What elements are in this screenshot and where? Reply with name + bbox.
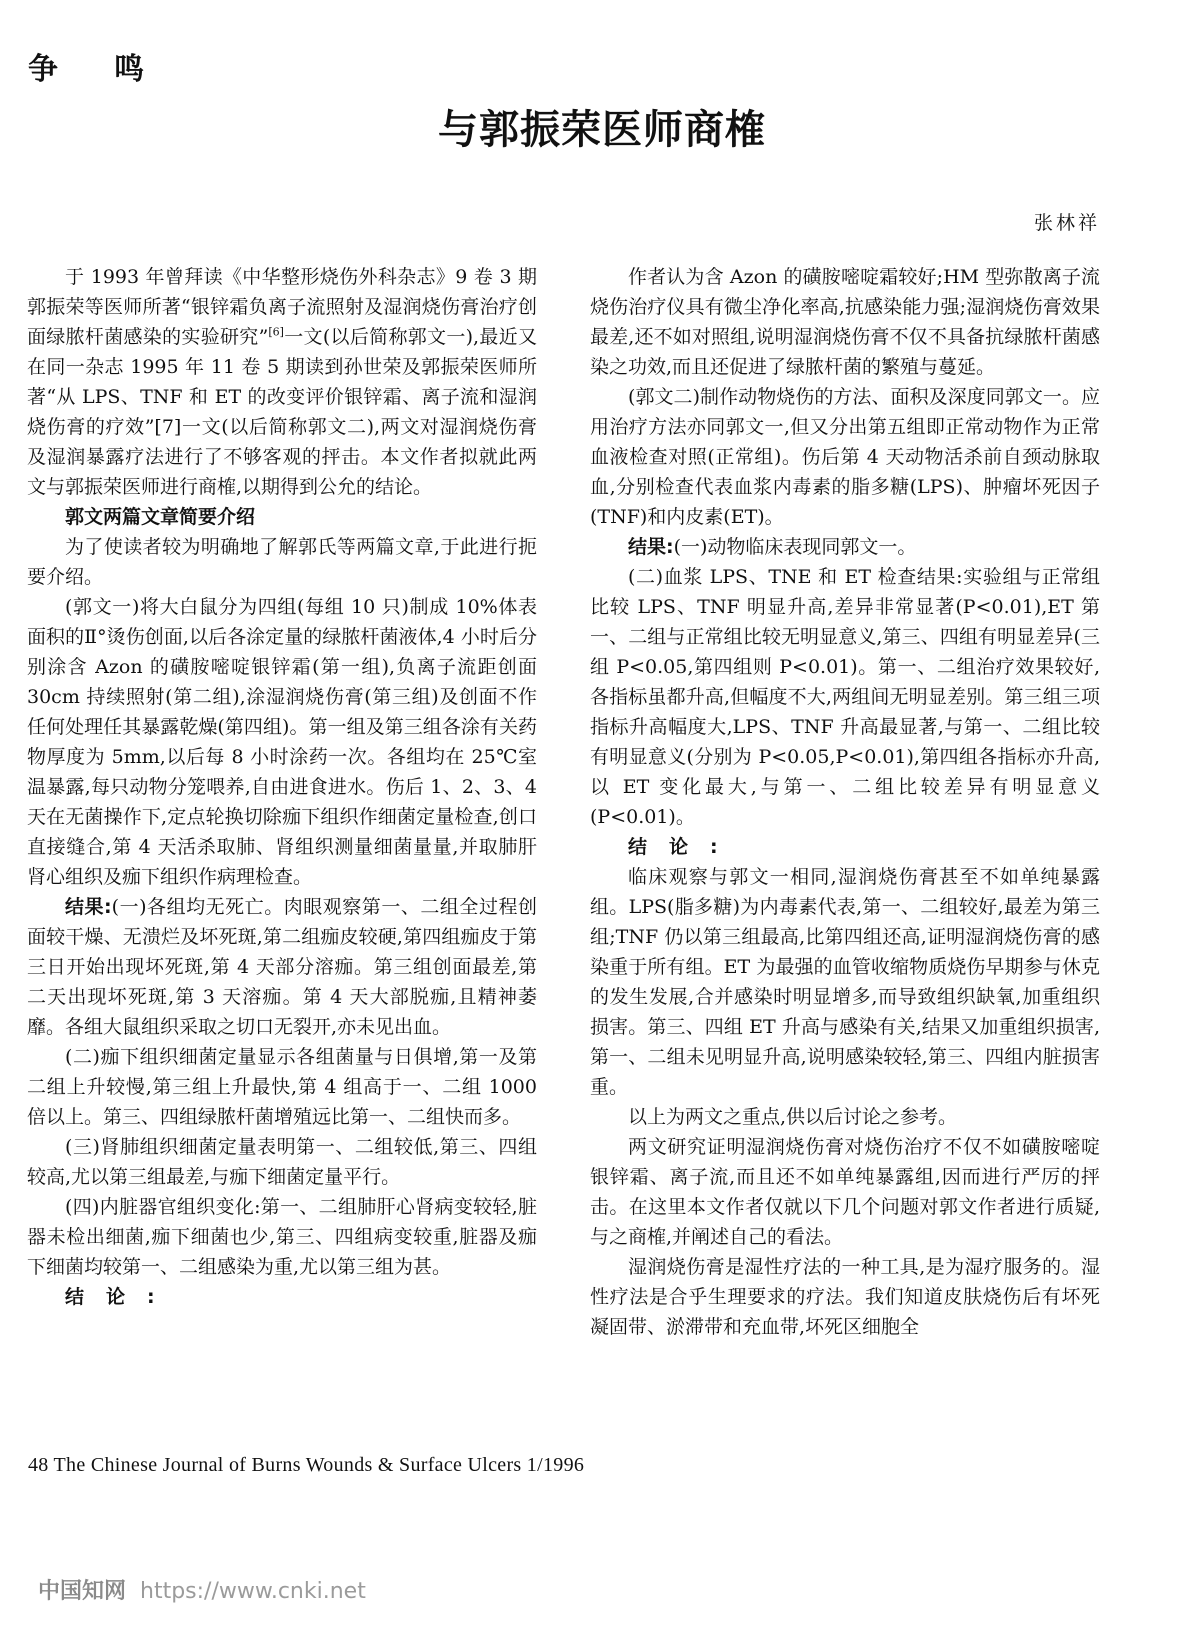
section-tag [28,44,146,88]
paragraph-lead: 结果: [65,896,112,918]
paragraph: (四)内脏器官组织变化:第一、二组肺肝心肾病变较轻,脏器未检出细菌,痂下细菌也少,第三、四组病变较重,脏器及痂下细菌均较第一、二组感染为重,尤以第三组为甚。 [27,1196,537,1278]
paragraph [27,892,537,1042]
paragraph [590,532,1100,562]
paragraph: (郭文一)将大白鼠分为四组(每组 10 只)制成 10%体表面积的Ⅱ°烫伤创面,以后各涂定量的绿脓杆菌液体,4 小时后分别涂含 Azon 的磺胺嘧啶银锌霜(第一组),负离子流距创面 30cm 持续照射(第二组),涂湿润烧伤膏(第三组)及创面不作任何处理任其暴露乾燥(第四组)。第一组及第三组各涂有关药物厚度为 5mm,以后每 8 小时涂药一次。各组均在 25℃室温暴露,每只动物分笼喂养,自由进食进水。伤后 1、2、3、4 天在无菌操作下,定点轮换切除痂下组织作细菌定量检查,创口直接缝合,第 4 天活杀取肺、肾组织测量细菌量量,并取肺肝肾心组织及痂下组织作病理检查。 [27,596,537,888]
left-column [27,262,537,1312]
citation-ref: [6] [268,325,284,339]
paragraph: (二)血浆 LPS、TNE 和 ET 检查结果:实验组与正常组比较 LPS、TNF 明显升高,差异非常显著(P<0.01),ET 第一、二组与正常组比较无明显意义,第三、四组有明显差异(三组 P<0.05,第四组则 P<0.01)。第一、二组治疗效果较好,各指标虽都升高,但幅度不大,两组间无明显差别。第三组三项指标升高幅度大,LPS、TNF 升高最显著,与第一、二组比较有明显意义(分别为 P<0.05,P<0.01),第四组各指标亦升高,以 ET 变化最大,与第一、二组比较差异有明显意义(P<0.01)。 [590,566,1100,828]
paragraph: (二)痂下组织细菌定量显示各组菌量与日俱增,第一及第二组上升较慢,第三组上升最快,第 4 组高于一、二组 1000 倍以上。第三、四组绿脓杆菌增殖远比第一、二组快而多。 [27,1046,537,1128]
paragraph: (三)肾肺组织细菌定量表明第一、二组较低,第三、四组较高,尤以第三组最差,与痂下细菌定量平行。 [27,1136,537,1188]
paragraph: 为了使读者较为明确地了解郭氏等两篇文章,于此进行扼要介绍。 [27,536,537,588]
paragraph-text: (一)各组均无死亡。肉眼观察第一、二组全过程创面较干燥、无溃烂及坏死斑,第二组痂皮较硬,第四组痂皮于第三日开始出现坏死斑,第 4 天部分溶痂。第三组创面最差,第二天出现坏死斑,第 3 天溶痂。第 4 天大部脱痂,且精神萎靡。各组大鼠组织采取之切口无裂开,亦未见出血。 [27,896,537,1038]
subheading-conclusion: 结论: [628,836,740,858]
paragraph-text: (一)动物临床表现同郭文一。 [673,536,917,558]
intro-paragraph [27,262,537,502]
section-tag-char-1: 争 [28,52,60,87]
article-title: 与郭振荣医师商榷 [438,107,766,153]
cnki-watermark [38,1574,366,1605]
watermark-brand: 中国知网 [38,1579,127,1604]
section-heading: 郭文两篇文章简要介绍 [65,506,256,528]
paragraph: 湿润烧伤膏是湿性疗法的一种工具,是为湿疗服务的。湿性疗法是合乎生理要求的疗法。我们知道皮肤烧伤后有坏死凝固带、淤滞带和充血带,坏死区细胞全 [590,1256,1100,1338]
author-name: 张林祥 [1033,212,1100,234]
paragraph: 两文研究证明湿润烧伤膏对烧伤治疗不仅不如磺胺嘧啶银锌霜、离子流,而且还不如单纯暴露组,因而进行严厉的抨击。在这里本文作者仅就以下几个问题对郭文作者进行质疑,与之商榷,并阐述自己的看法。 [590,1136,1100,1248]
subheading-conclusion: 结论: [65,1286,177,1308]
paragraph: 作者认为含 Azon 的磺胺嘧啶霜较好;HM 型弥散离子流烧伤治疗仪具有微尘净化率高,抗感染能力强;湿润烧伤膏效果最差,还不如对照组,说明湿润烧伤膏不仅不具备抗绿脓杆菌感染之功效,而且还促进了绿脓杆菌的繁殖与蔓延。 [590,266,1100,378]
page-footer: 48 The Chinese Journal of Burns Wounds & Surface Ulcers 1/1996 [28,1454,585,1476]
paragraph-text-tail: 一文(以后简称郭文一),最近又在同一杂志 1995 年 11 卷 5 期读到孙世荣及郭振荣医师所著“从 LPS、TNF 和 ET 的改变评价银锌霜、离子流和湿润烧伤膏的疗效”[7]一文(以后简称郭文二),两文对湿润烧伤膏及湿润暴露疗法进行了不够客观的抨击。本文作者拟就此两文与郭振荣医师进行商榷,以期得到公允的结论。 [27,326,537,498]
paragraph: 以上为两文之重点,供以后讨论之参考。 [628,1106,958,1128]
paragraph: (郭文二)制作动物烧伤的方法、面积及深度同郭文一。应用治疗方法亦同郭文一,但又分出第五组即正常动物作为正常血液检查对照(正常组)。伤后第 4 天动物活杀前自颈动脉取血,分别检查代表血浆内毒素的脂多糖(LPS)、肿瘤坏死因子(TNF)和内皮素(ET)。 [590,386,1100,528]
paragraph-lead: 结果: [628,536,674,558]
watermark-url: https://www.cnki.net [140,1579,366,1604]
section-tag-char-2: 鸣 [114,52,146,87]
paragraph-text: 于 1993 年曾拜读《中华整形烧伤外科杂志》9 卷 3 期郭振荣等医师所著“银锌霜负离子流照射及湿润烧伤膏治疗创面绿脓杆菌感染的实验研究” [27,266,537,348]
right-column [590,262,1100,1342]
paragraph: 临床观察与郭文一相同,湿润烧伤膏甚至不如单纯暴露组。LPS(脂多糖)为内毒素代表,第一、二组较好,最差为第三组;TNF 仍以第三组最高,比第四组还高,证明湿润烧伤膏的感染重于所有组。ET 为最强的血管收缩物质烧伤早期参与休克的发生发展,合并感染时明显增多,而导致组织缺氧,加重组织损害。第三、四组 ET 升高与感染有关,结果又加重组织损害,第一、二组未见明显升高,说明感染较轻,第三、四组内脏损害重。 [590,866,1100,1098]
